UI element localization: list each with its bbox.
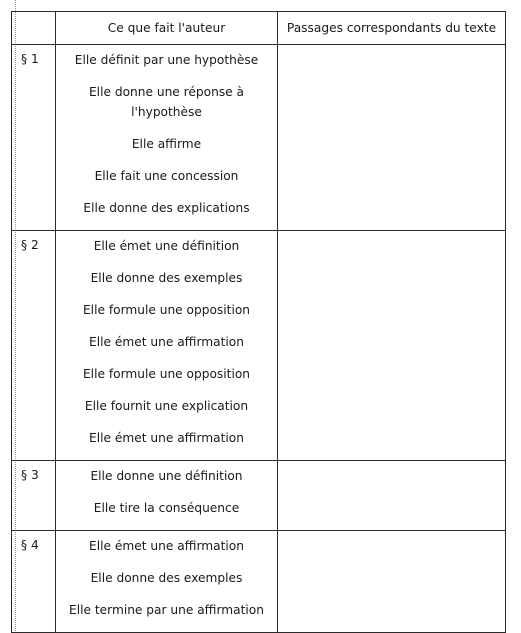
author-action: Elle donne des explications [83,201,250,215]
author-action: Elle émet une définition [93,239,240,253]
table-row-paragraph-3 [12,461,506,531]
author-action: Elle formule une opposition [82,367,251,381]
passages-cell[interactable] [278,231,506,461]
author-action: Elle fournit une explication [84,399,249,413]
paragraph-label: § 1 [12,45,56,231]
author-action: Elle donne des exemples [90,271,243,285]
passages-cell[interactable] [278,461,506,531]
passages-cell[interactable] [278,45,506,231]
paragraph-label: § 4 [12,531,56,633]
paragraph-label: § 3 [12,461,56,531]
author-action: Elle tire la conséquence [93,501,240,515]
author-action: Elle donne une définition [90,469,243,483]
author-action: Elle émet une affirmation [89,539,244,553]
author-actions-cell [56,231,278,461]
author-action: Elle formule une opposition [82,303,251,317]
passages-cell[interactable] [278,531,506,633]
author-action: Elle donne des exemples [90,571,243,585]
author-actions-cell [56,45,278,231]
author-actions-cell [56,461,278,531]
author-action: Elle émet une affirmation [89,431,244,445]
table-row-paragraph-4 [12,531,506,633]
author-action: Elle termine par une affirmation [69,603,264,617]
author-action: Elle émet une affirmation [89,335,244,349]
table-row-paragraph-2 [12,231,506,461]
header-paragraph [12,12,56,45]
author-action: Elle fait une concession [94,169,239,183]
paragraph-label: § 2 [12,231,56,461]
text-analysis-table [11,11,506,633]
author-action: Elle donne une réponse à l'hypothèse [88,85,245,119]
author-actions-cell [56,531,278,633]
header-passages: Passages correspondants du texte [278,12,506,45]
author-action: Elle définit par une hypothèse [74,53,259,67]
table-header-row [12,12,506,45]
table-row-paragraph-1 [12,45,506,231]
author-action: Elle affirme [131,137,202,151]
header-author-actions: Ce que fait l'auteur [56,12,278,45]
